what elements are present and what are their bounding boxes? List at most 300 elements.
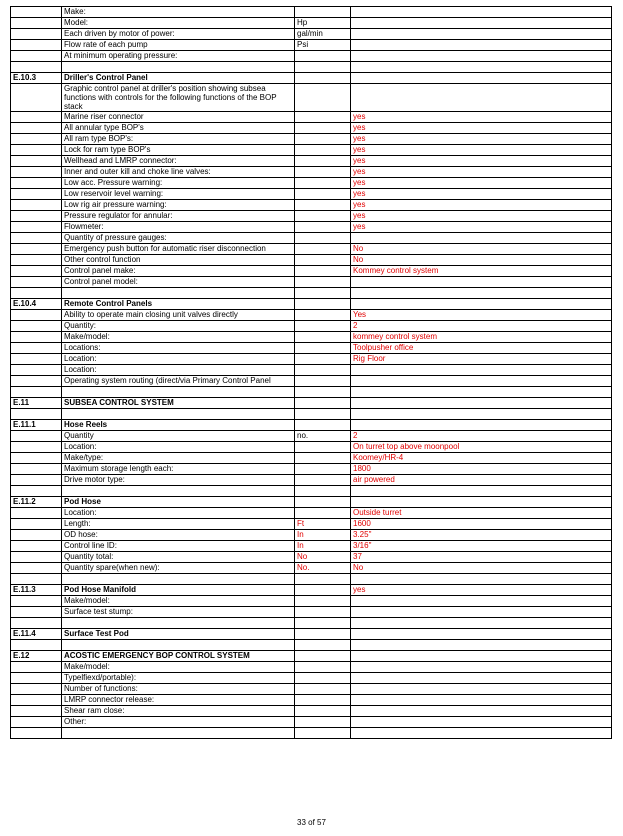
- spacer-row: [11, 728, 612, 739]
- table-row: [11, 123, 612, 134]
- unit-cell: [295, 255, 351, 266]
- section-number-cell: E.11.2: [11, 497, 62, 508]
- section-number-cell: [11, 134, 62, 145]
- item-label-cell: [62, 288, 295, 299]
- section-header-row: [11, 398, 612, 409]
- value-cell: [351, 51, 612, 62]
- section-number-cell: [11, 277, 62, 288]
- unit-cell: [295, 387, 351, 398]
- item-label-cell: [62, 409, 295, 420]
- table-row: [11, 563, 612, 574]
- value-cell: 3.25": [351, 530, 612, 541]
- unit-cell: [295, 233, 351, 244]
- item-label-cell: Wellhead and LMRP connector:: [62, 156, 295, 167]
- value-cell: [351, 420, 612, 431]
- table-row: [11, 508, 612, 519]
- section-number-cell: [11, 530, 62, 541]
- table-row: [11, 112, 612, 123]
- value-cell: No: [351, 255, 612, 266]
- item-label-cell: Surface test stump:: [62, 607, 295, 618]
- table-row: [11, 40, 612, 51]
- value-cell: [351, 376, 612, 387]
- section-number-cell: [11, 409, 62, 420]
- item-label-cell: Pod Hose Manifold: [62, 585, 295, 596]
- value-cell: [351, 7, 612, 18]
- unit-cell: [295, 354, 351, 365]
- section-number-cell: [11, 321, 62, 332]
- section-number-cell: [11, 596, 62, 607]
- item-label-cell: Location:: [62, 365, 295, 376]
- unit-cell: [295, 365, 351, 376]
- item-label-cell: Control line ID:: [62, 541, 295, 552]
- unit-cell: [295, 310, 351, 321]
- value-cell: yes: [351, 585, 612, 596]
- item-label-cell: Surface Test Pod: [62, 629, 295, 640]
- item-label-cell: Quantity total:: [62, 552, 295, 563]
- item-label-cell: LMRP connector release:: [62, 695, 295, 706]
- item-label-cell: Length:: [62, 519, 295, 530]
- table-row: [11, 662, 612, 673]
- table-row: [11, 365, 612, 376]
- unit-cell: gal/min: [295, 29, 351, 40]
- item-label-cell: Operating system routing (direct/via Primary Control Panel: [62, 376, 295, 387]
- item-label-cell: [62, 486, 295, 497]
- section-number-cell: [11, 288, 62, 299]
- value-cell: [351, 640, 612, 651]
- value-cell: Toolpusher office: [351, 343, 612, 354]
- item-label-cell: Quantity: [62, 431, 295, 442]
- value-cell: [351, 233, 612, 244]
- value-cell: [351, 728, 612, 739]
- table-row: [11, 453, 612, 464]
- unit-cell: [295, 7, 351, 18]
- section-number-cell: [11, 310, 62, 321]
- section-number-cell: [11, 51, 62, 62]
- unit-cell: [295, 145, 351, 156]
- section-number-cell: [11, 266, 62, 277]
- value-cell: [351, 607, 612, 618]
- table-row: [11, 7, 612, 18]
- value-cell: yes: [351, 156, 612, 167]
- unit-cell: [295, 189, 351, 200]
- unit-cell: [295, 211, 351, 222]
- section-number-cell: [11, 222, 62, 233]
- value-cell: [351, 387, 612, 398]
- section-number-cell: [11, 29, 62, 40]
- item-label-cell: Ability to operate main closing unit valves directly: [62, 310, 295, 321]
- item-label-cell: Low acc. Pressure warning:: [62, 178, 295, 189]
- value-cell: [351, 62, 612, 73]
- section-number-cell: [11, 387, 62, 398]
- unit-cell: No.: [295, 563, 351, 574]
- spacer-row: [11, 574, 612, 585]
- table-row: [11, 519, 612, 530]
- value-cell: No: [351, 244, 612, 255]
- section-number-cell: E.12: [11, 651, 62, 662]
- value-cell: yes: [351, 112, 612, 123]
- value-cell: 2: [351, 431, 612, 442]
- table-row: [11, 310, 612, 321]
- section-number-cell: [11, 431, 62, 442]
- item-label-cell: Graphic control panel at driller's position showing subsea functions with controls for the following functions of the BOP stack: [62, 84, 295, 112]
- section-number-cell: [11, 178, 62, 189]
- table-row: [11, 673, 612, 684]
- item-label-cell: [62, 387, 295, 398]
- table-row: [11, 332, 612, 343]
- table-row: [11, 200, 612, 211]
- table-row: [11, 695, 612, 706]
- section-number-cell: [11, 62, 62, 73]
- item-label-cell: Make:: [62, 7, 295, 18]
- value-cell: [351, 73, 612, 84]
- table-row: [11, 607, 612, 618]
- item-label-cell: Flow rate of each pump: [62, 40, 295, 51]
- unit-cell: [295, 640, 351, 651]
- section-number-cell: [11, 442, 62, 453]
- unit-cell: Ft: [295, 519, 351, 530]
- table-row: [11, 266, 612, 277]
- table-row: [11, 442, 612, 453]
- section-number-cell: [11, 486, 62, 497]
- table-row: [11, 431, 612, 442]
- unit-cell: [295, 321, 351, 332]
- unit-cell: [295, 442, 351, 453]
- section-number-cell: [11, 18, 62, 29]
- table-row: [11, 684, 612, 695]
- section-header-row: [11, 420, 612, 431]
- item-label-cell: Other control function: [62, 255, 295, 266]
- item-label-cell: At minimum operating pressure:: [62, 51, 295, 62]
- value-cell: Outside turret: [351, 508, 612, 519]
- item-label-cell: Flowmeter:: [62, 222, 295, 233]
- unit-cell: [295, 706, 351, 717]
- unit-cell: [295, 123, 351, 134]
- value-cell: kommey control system: [351, 332, 612, 343]
- table-row: [11, 167, 612, 178]
- item-label-cell: Quantity of pressure gauges:: [62, 233, 295, 244]
- section-number-cell: [11, 607, 62, 618]
- section-number-cell: [11, 464, 62, 475]
- item-label-cell: Low reservoir level warning:: [62, 189, 295, 200]
- unit-cell: [295, 607, 351, 618]
- item-label-cell: Typelfiexd/portable):: [62, 673, 295, 684]
- table-row: [11, 211, 612, 222]
- section-number-cell: [11, 508, 62, 519]
- item-label-cell: Hose Reels: [62, 420, 295, 431]
- section-number-cell: [11, 156, 62, 167]
- item-label-cell: Make/model:: [62, 596, 295, 607]
- unit-cell: [295, 200, 351, 211]
- value-cell: [351, 651, 612, 662]
- item-label-cell: Shear ram close:: [62, 706, 295, 717]
- table-row: [11, 145, 612, 156]
- section-number-cell: [11, 684, 62, 695]
- table-row: [11, 156, 612, 167]
- value-cell: [351, 629, 612, 640]
- table-row: [11, 29, 612, 40]
- section-header-row: [11, 629, 612, 640]
- unit-cell: [295, 84, 351, 112]
- unit-cell: [295, 651, 351, 662]
- value-cell: yes: [351, 189, 612, 200]
- item-label-cell: All ram type BOP's:: [62, 134, 295, 145]
- unit-cell: [295, 156, 351, 167]
- item-label-cell: [62, 728, 295, 739]
- unit-cell: [295, 420, 351, 431]
- item-label-cell: [62, 574, 295, 585]
- value-cell: [351, 596, 612, 607]
- item-label-cell: Make/type:: [62, 453, 295, 464]
- item-label-cell: Model:: [62, 18, 295, 29]
- item-label-cell: Location:: [62, 508, 295, 519]
- unit-cell: [295, 266, 351, 277]
- unit-cell: Hp: [295, 18, 351, 29]
- section-number-cell: [11, 233, 62, 244]
- value-cell: 37: [351, 552, 612, 563]
- spacer-row: [11, 618, 612, 629]
- value-cell: On turret top above moonpool: [351, 442, 612, 453]
- value-cell: yes: [351, 123, 612, 134]
- section-number-cell: [11, 244, 62, 255]
- unit-cell: [295, 167, 351, 178]
- unit-cell: [295, 453, 351, 464]
- value-cell: [351, 40, 612, 51]
- value-cell: yes: [351, 167, 612, 178]
- item-label-cell: Remote Control Panels: [62, 299, 295, 310]
- section-number-cell: [11, 563, 62, 574]
- unit-cell: [295, 629, 351, 640]
- value-cell: [351, 618, 612, 629]
- unit-cell: [295, 178, 351, 189]
- spacer-row: [11, 486, 612, 497]
- table-row: [11, 343, 612, 354]
- section-number-cell: [11, 728, 62, 739]
- table-row: [11, 541, 612, 552]
- value-cell: [351, 299, 612, 310]
- section-header-row: [11, 299, 612, 310]
- section-number-cell: [11, 40, 62, 51]
- item-label-cell: Driller's Control Panel: [62, 73, 295, 84]
- spacer-row: [11, 288, 612, 299]
- item-label-cell: Locations:: [62, 343, 295, 354]
- section-number-cell: [11, 112, 62, 123]
- section-number-cell: [11, 376, 62, 387]
- value-cell: [351, 497, 612, 508]
- unit-cell: [295, 51, 351, 62]
- unit-cell: [295, 508, 351, 519]
- unit-cell: [295, 409, 351, 420]
- value-cell: air powered: [351, 475, 612, 486]
- section-number-cell: [11, 332, 62, 343]
- value-cell: [351, 409, 612, 420]
- value-cell: [351, 288, 612, 299]
- section-number-cell: [11, 365, 62, 376]
- section-number-cell: E.11.1: [11, 420, 62, 431]
- unit-cell: [295, 673, 351, 684]
- section-number-cell: [11, 618, 62, 629]
- unit-cell: [295, 134, 351, 145]
- section-number-cell: [11, 453, 62, 464]
- value-cell: [351, 673, 612, 684]
- value-cell: [351, 29, 612, 40]
- item-label-cell: Emergency push button for automatic riser disconnection: [62, 244, 295, 255]
- value-cell: yes: [351, 200, 612, 211]
- item-label-cell: Marine riser connector: [62, 112, 295, 123]
- unit-cell: [295, 662, 351, 673]
- section-number-cell: [11, 552, 62, 563]
- unit-cell: [295, 62, 351, 73]
- unit-cell: [295, 73, 351, 84]
- value-cell: yes: [351, 178, 612, 189]
- section-header-row: [11, 497, 612, 508]
- value-cell: [351, 717, 612, 728]
- item-label-cell: Drive motor type:: [62, 475, 295, 486]
- unit-cell: In: [295, 530, 351, 541]
- item-label-cell: [62, 618, 295, 629]
- unit-cell: [295, 222, 351, 233]
- value-cell: [351, 486, 612, 497]
- item-label-cell: Other:: [62, 717, 295, 728]
- unit-cell: [295, 585, 351, 596]
- table-row: [11, 255, 612, 266]
- section-number-cell: [11, 255, 62, 266]
- section-number-cell: [11, 354, 62, 365]
- section-number-cell: [11, 673, 62, 684]
- item-label-cell: OD hose:: [62, 530, 295, 541]
- table-row: [11, 244, 612, 255]
- section-header-row: [11, 73, 612, 84]
- value-cell: Koomey/HR-4: [351, 453, 612, 464]
- section-number-cell: [11, 167, 62, 178]
- item-label-cell: Make/model:: [62, 662, 295, 673]
- table-row: [11, 475, 612, 486]
- unit-cell: [295, 618, 351, 629]
- specification-table: [10, 6, 612, 739]
- table-row: [11, 51, 612, 62]
- item-label-cell: SUBSEA CONTROL SYSTEM: [62, 398, 295, 409]
- table-row: [11, 189, 612, 200]
- item-label-cell: Low rig air pressure warning:: [62, 200, 295, 211]
- table-row: [11, 84, 612, 112]
- item-label-cell: All annular type BOP's: [62, 123, 295, 134]
- item-label-cell: Make/model:: [62, 332, 295, 343]
- table-row: [11, 178, 612, 189]
- section-number-cell: [11, 519, 62, 530]
- unit-cell: No: [295, 552, 351, 563]
- table-row: [11, 134, 612, 145]
- value-cell: [351, 365, 612, 376]
- value-cell: No: [351, 563, 612, 574]
- table-row: [11, 530, 612, 541]
- unit-cell: [295, 244, 351, 255]
- value-cell: [351, 706, 612, 717]
- section-number-cell: E.11: [11, 398, 62, 409]
- item-label-cell: Pressure regulator for annular:: [62, 211, 295, 222]
- value-cell: [351, 277, 612, 288]
- unit-cell: [295, 376, 351, 387]
- unit-cell: [295, 277, 351, 288]
- section-number-cell: [11, 145, 62, 156]
- value-cell: [351, 398, 612, 409]
- value-cell: Kommey control system: [351, 266, 612, 277]
- item-label-cell: Location:: [62, 354, 295, 365]
- section-number-cell: [11, 662, 62, 673]
- item-label-cell: Number of functions:: [62, 684, 295, 695]
- value-cell: yes: [351, 134, 612, 145]
- value-cell: 2: [351, 321, 612, 332]
- section-number-cell: [11, 189, 62, 200]
- value-cell: [351, 84, 612, 112]
- item-label-cell: Control panel make:: [62, 266, 295, 277]
- value-cell: yes: [351, 145, 612, 156]
- unit-cell: In: [295, 541, 351, 552]
- table-row: [11, 376, 612, 387]
- table-row: [11, 717, 612, 728]
- unit-cell: [295, 497, 351, 508]
- table-row: [11, 596, 612, 607]
- section-number-cell: [11, 541, 62, 552]
- section-number-cell: [11, 695, 62, 706]
- section-number-cell: E.11.4: [11, 629, 62, 640]
- unit-cell: [295, 398, 351, 409]
- section-number-cell: [11, 343, 62, 354]
- item-label-cell: Lock for ram type BOP's: [62, 145, 295, 156]
- section-number-cell: [11, 84, 62, 112]
- unit-cell: [295, 475, 351, 486]
- table-body: [11, 7, 612, 739]
- item-label-cell: Quantity:: [62, 321, 295, 332]
- unit-cell: [295, 288, 351, 299]
- table-row: [11, 222, 612, 233]
- section-number-cell: [11, 123, 62, 134]
- value-cell: Yes: [351, 310, 612, 321]
- value-cell: 3/16": [351, 541, 612, 552]
- value-cell: [351, 684, 612, 695]
- section-number-cell: [11, 475, 62, 486]
- item-label-cell: [62, 62, 295, 73]
- table-row: [11, 552, 612, 563]
- unit-cell: [295, 574, 351, 585]
- spacer-row: [11, 387, 612, 398]
- unit-cell: no.: [295, 431, 351, 442]
- unit-cell: [295, 717, 351, 728]
- section-number-cell: E.10.4: [11, 299, 62, 310]
- table-row: [11, 464, 612, 475]
- section-number-cell: [11, 706, 62, 717]
- value-cell: yes: [351, 222, 612, 233]
- unit-cell: [295, 728, 351, 739]
- value-cell: [351, 695, 612, 706]
- table-row: [11, 18, 612, 29]
- unit-cell: [295, 486, 351, 497]
- section-number-cell: E.11.3: [11, 585, 62, 596]
- section-number-cell: [11, 574, 62, 585]
- item-label-cell: Quantity spare(when new):: [62, 563, 295, 574]
- section-number-cell: [11, 7, 62, 18]
- spacer-row: [11, 409, 612, 420]
- value-cell: [351, 18, 612, 29]
- unit-cell: [295, 332, 351, 343]
- table-row: [11, 354, 612, 365]
- value-cell: 1600: [351, 519, 612, 530]
- item-label-cell: Pod Hose: [62, 497, 295, 508]
- section-number-cell: [11, 640, 62, 651]
- value-cell: Rig Floor: [351, 354, 612, 365]
- item-label-cell: Control panel model:: [62, 277, 295, 288]
- unit-cell: [295, 695, 351, 706]
- value-cell: [351, 662, 612, 673]
- item-label-cell: Each driven by motor of power:: [62, 29, 295, 40]
